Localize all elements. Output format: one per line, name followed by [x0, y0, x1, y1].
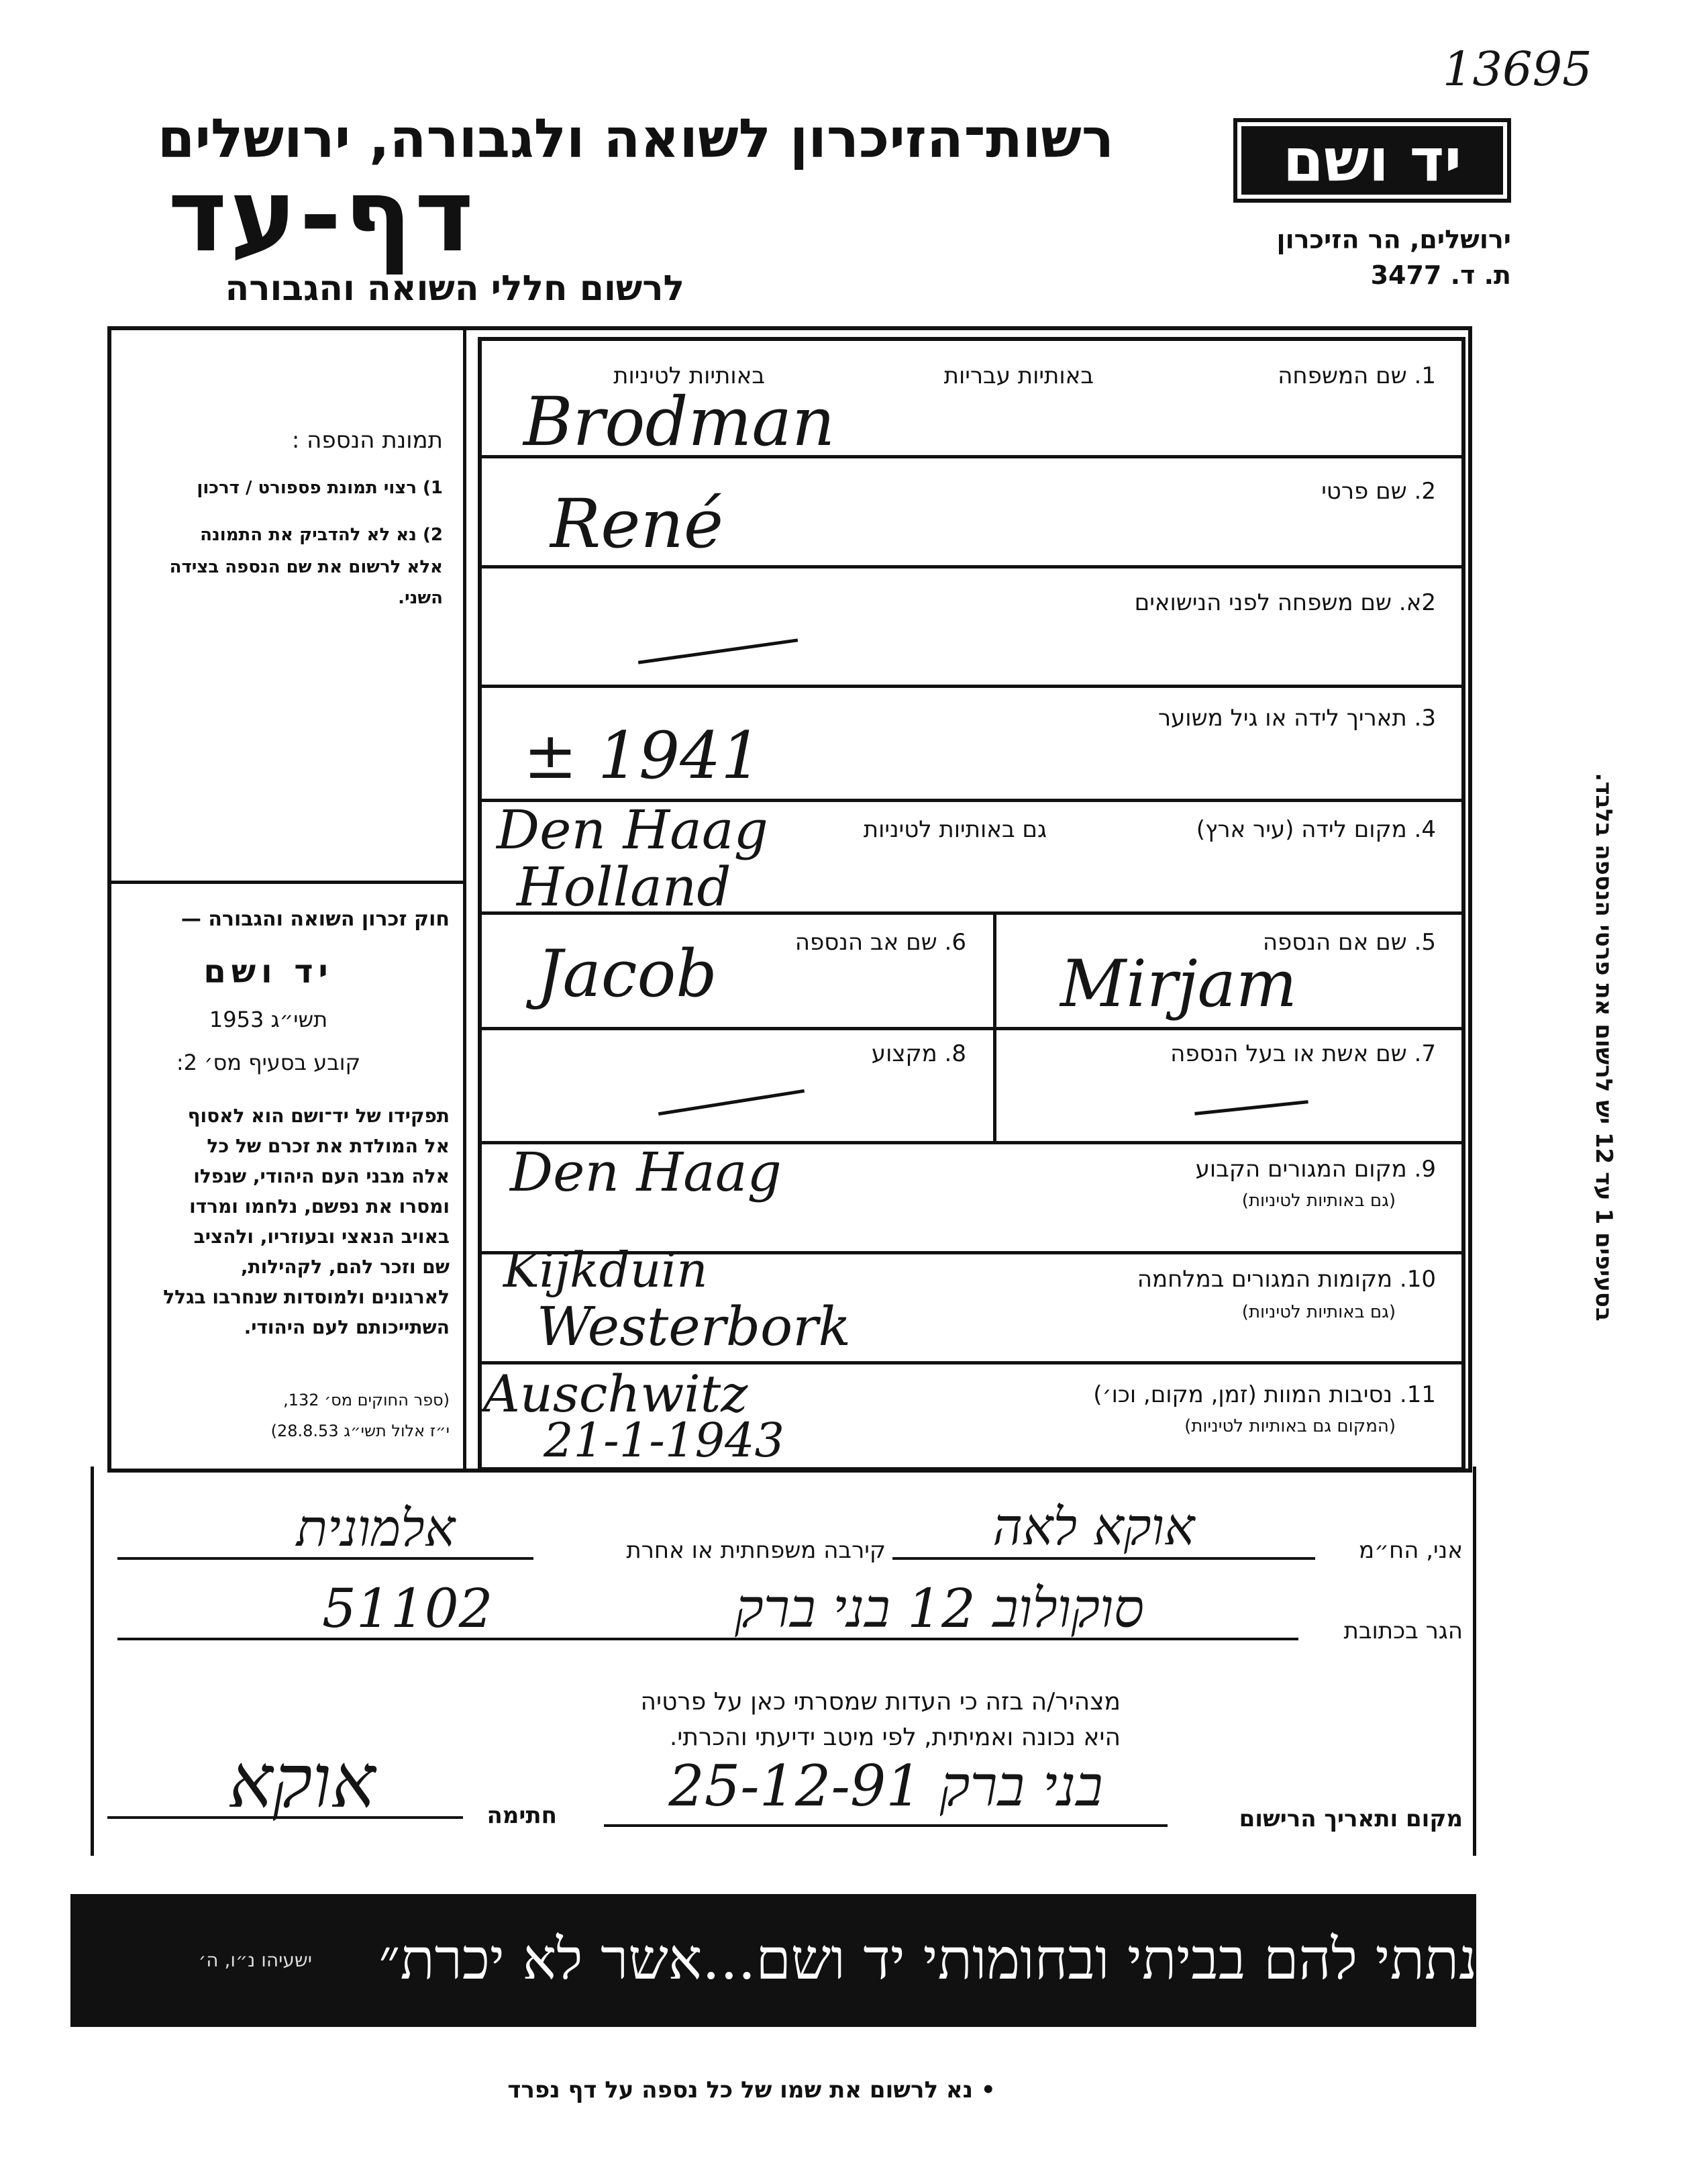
f3-birthdate-value[interactable]: ± 1941 — [523, 718, 762, 793]
address-value[interactable]: סוקולוב 12 בני ברק — [734, 1577, 1144, 1640]
page-title: דף-עד — [168, 158, 476, 275]
f2-label: 2. שם פרטי — [1321, 478, 1436, 505]
document-number: 13695 — [1443, 42, 1592, 97]
place-date-label: מקום ותאריך הרישום — [1239, 1805, 1463, 1832]
photo-note-2c: השני. — [398, 588, 443, 608]
f4-birthplace-value-1[interactable]: Den Haag — [497, 799, 768, 861]
zip-value[interactable]: 51102 — [322, 1577, 493, 1640]
field-divider — [478, 565, 1465, 568]
f1-latin-label: באותיות לטיניות — [613, 362, 765, 389]
address-label: הגר בכתובת — [1343, 1618, 1463, 1644]
field-split — [993, 911, 996, 1141]
left-column-divider — [463, 326, 466, 1473]
field-divider — [478, 685, 1465, 688]
institution-title: רשות־הזיכרון לשואה ולגבורה, ירושלים — [157, 107, 1114, 170]
law-name: יד ושם — [203, 953, 333, 991]
f10-note: (גם באותיות לטיניות) — [1241, 1302, 1396, 1322]
page-subtitle: לרשום חללי השואה והגבורה — [225, 268, 684, 309]
f1-label: 1. שם המשפחה — [1278, 362, 1436, 389]
f3-label: 3. תאריך לידה או גיל משוער — [1157, 705, 1436, 732]
banner-quote: ״...ונתתי להם בביתי ובחומותי יד ושם...אשר לא יכרת״ — [378, 1926, 1567, 1992]
f6-label: 6. שם אב הנספה — [794, 929, 966, 956]
statement-line-2: היא נכונה ואמיתית, לפי מיטב ידיעתי והכרתי. — [669, 1724, 1121, 1751]
declarant-name-line — [892, 1557, 1315, 1560]
place-date-line — [604, 1824, 1168, 1827]
f5-label: 5. שם אם הנספה — [1262, 929, 1436, 956]
statement-line-1: מצהיר/ה בזה כי העדות שמסרתי כאן על פרטיה — [640, 1688, 1121, 1716]
f6-father-value[interactable]: Jacob — [537, 936, 717, 1011]
f10-wartime-value-1[interactable]: Kijkduin — [503, 1242, 708, 1298]
field-divider — [478, 1027, 1465, 1030]
place-date-value[interactable]: בני ברק 25-12-91 — [668, 1753, 1103, 1819]
law-text: תפקידו של יד־ושם הוא לאסוף אל המולדת את זכרם של כל אלה מבני העם היהודי, שנפלו ומסרו את נפשם, נלחמו ומרדו באויב הנאצי ובעוזריו, ולהציב שם וזכר להם, לקהילות, לארגונים ולמוסדות שנחרבו בגלל השתייכותם לעם היהודי. — [163, 1105, 450, 1338]
law-ref-2: י״ז אלול תשי״ג 28.8.53) — [270, 1422, 450, 1440]
f7-label: 7. שם אשת או בעל הנספה — [1170, 1040, 1436, 1067]
f10-label: 10. מקומות המגורים במלחמה — [1137, 1266, 1436, 1293]
signature-label: חתימה — [486, 1802, 557, 1829]
yad-vashem-logo: יד ושם — [1233, 118, 1511, 203]
photo-note-2b: אלא לרשום את שם הנספה בצידה — [169, 557, 443, 577]
f11-label: 11. נסיבות המוות (זמן, מקום, וכו׳) — [1093, 1381, 1436, 1408]
f11-note: (המקום גם באותיות לטיניות) — [1184, 1416, 1396, 1436]
photo-heading: תמונת הנספה : — [291, 427, 443, 454]
footer-note: • נא לרשום את שמו של כל נספה על דף נפרד — [507, 2077, 996, 2103]
f1-surname-value[interactable]: Brodman — [523, 383, 835, 461]
law-ref-1: (ספר החוקים מס׳ 132, — [283, 1391, 450, 1409]
signature-value[interactable]: אוקא — [228, 1738, 376, 1824]
f10-wartime-value-2[interactable]: Westerbork — [537, 1295, 851, 1358]
f8-label: 8. מקצוע — [871, 1040, 966, 1067]
relation-value[interactable]: אלמונית — [296, 1498, 456, 1558]
f11-death-place-value[interactable]: Auschwitz — [483, 1364, 748, 1424]
f5-mother-value[interactable]: Mirjam — [1060, 946, 1297, 1022]
relation-label: קירבה משפחתית או אחרת — [626, 1537, 886, 1564]
declarant-label: אני, הח״מ — [1359, 1537, 1463, 1564]
f1-hebrew-label: באותיות עבריות — [943, 362, 1094, 389]
side-instruction: בסעיפים 1 עד 12 יש לרשום את פרטי הנספה בלבד. — [1590, 773, 1617, 1322]
quote-banner — [70, 1894, 1567, 2027]
f2a-label: 2א. שם משפחה לפני הנישואים — [1134, 589, 1436, 616]
declarant-name-value[interactable]: אוקא לאה — [992, 1497, 1195, 1556]
photo-note-2a: 2) נא לא להדביק את התמונה — [200, 525, 443, 545]
f9-label: 9. מקום המגורים הקבוע — [1195, 1156, 1436, 1183]
photo-note-1: 1) רצוי תמונת פספורט / דרכון — [197, 478, 443, 498]
f9-residence-value[interactable]: Den Haag — [510, 1141, 782, 1203]
address-line-1: ירושלים, הר הזיכרון — [1276, 225, 1511, 254]
f2-firstname-value[interactable]: René — [550, 485, 724, 563]
f4-birthplace-value-2[interactable]: Holland — [517, 856, 731, 918]
f4-label: 4. מקום לידה (עיר ארץ) — [1196, 816, 1436, 843]
f4-latin-label: גם באותיות לטיניות — [863, 816, 1047, 843]
law-clause: קובע בסעיף מס׳ 2: — [176, 1050, 361, 1075]
left-divider — [107, 881, 466, 884]
address-line-2: ת. ד. 3477 — [1370, 260, 1511, 290]
banner-source: ישעיהו נ״ו, ה׳ — [198, 1949, 312, 1971]
f9-note: (גם באותיות לטיניות) — [1241, 1191, 1396, 1211]
law-year: תשי״ג 1953 — [209, 1007, 328, 1032]
law-heading: חוק זכרון השואה והגבורה — — [181, 907, 450, 931]
f11-death-date-value[interactable]: 21-1-1943 — [544, 1413, 785, 1468]
